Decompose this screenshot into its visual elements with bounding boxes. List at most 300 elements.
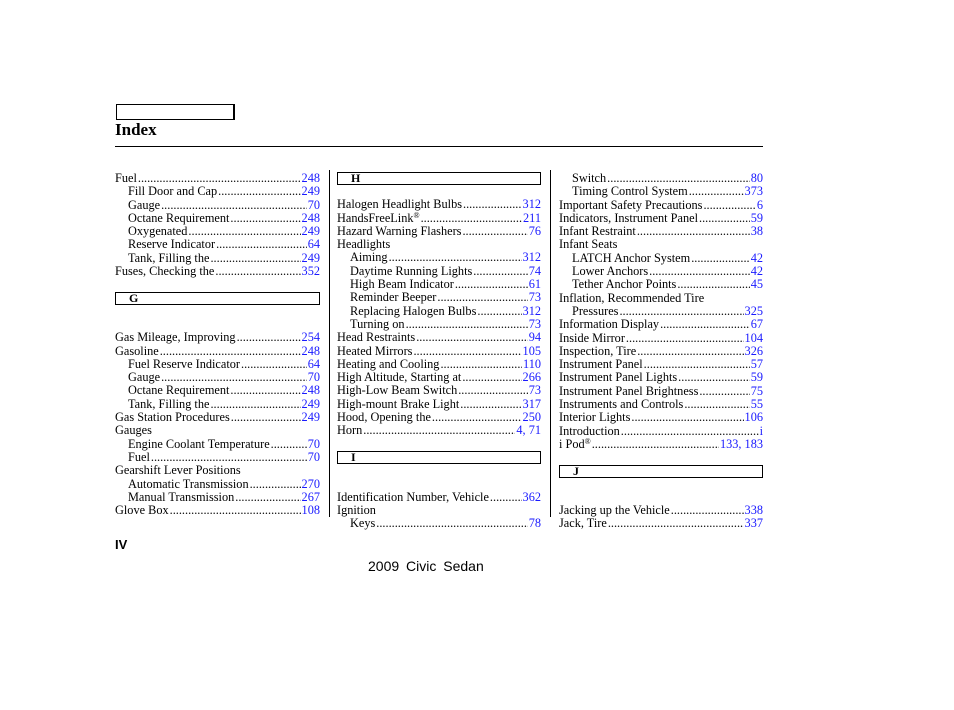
dot-leader [231,411,301,424]
entry-label-text: Reminder Beeper [350,290,437,305]
dot-leader [376,517,527,530]
entry-label-text: Gauges [115,423,152,438]
index-entry[interactable] [115,172,320,185]
entry-label [350,278,454,291]
dot-leader [678,371,750,384]
dot-leader [416,331,528,344]
dot-leader [237,331,301,344]
entry-label-text: High-Low Beam Switch [337,383,458,398]
dot-leader [161,199,307,212]
dot-leader [437,291,527,304]
section-header-g: G [115,292,320,305]
index-entry[interactable] [559,398,763,411]
page-reference-link[interactable]: 249 [301,250,320,265]
index-entry[interactable] [115,265,320,278]
index-subentry[interactable] [115,398,320,411]
entry-label [350,517,375,530]
index-entry[interactable] [559,385,763,398]
page-reference-link[interactable]: 105 [522,343,541,358]
entry-label [128,199,160,212]
page-reference-link[interactable]: 59 [750,370,763,385]
index-subentry[interactable] [559,265,763,278]
entry-label-text: Horn [337,423,363,438]
page-reference-link[interactable]: 373 [744,184,763,199]
dot-leader [626,332,744,345]
dot-leader [138,172,301,185]
entry-label-text: High-mount Brake Light [337,396,460,411]
entry-label-text: Switch [572,171,607,185]
page-reference-link[interactable]: 61 [528,277,541,292]
page-reference-link[interactable]: 70 [307,436,320,451]
entry-label-text: High Altitude, Starting at [337,370,462,385]
index-entry[interactable] [559,332,763,345]
page-reference-link[interactable]: 106 [744,410,763,425]
entry-label-text: High Beam Indicator [350,277,454,292]
page-reference-link[interactable]: 254 [301,330,320,345]
index-subentry[interactable] [115,238,320,251]
entry-label [572,305,618,318]
index-subentry[interactable] [337,278,541,291]
index-entry[interactable] [559,345,763,358]
dot-leader [188,225,300,238]
entry-label-text: Instruments and Controls [559,397,684,412]
entry-label [115,265,214,278]
page-reference-link[interactable]: 248 [301,171,320,185]
index-entry[interactable] [337,371,541,384]
index-subentry[interactable] [559,172,763,185]
entry-label-text: Gas Station Procedures [115,410,230,425]
index-subentry[interactable] [115,185,320,198]
index-entry[interactable] [115,331,320,344]
index-entry[interactable] [559,425,763,438]
entry-label-text: Aiming [350,250,388,265]
index-entry [559,238,763,251]
page-reference-link[interactable]: 325 [744,303,763,318]
entry-label [128,438,270,451]
page-reference-link[interactable]: 248 [301,383,320,398]
page-reference-link[interactable]: 75 [750,383,763,398]
section-header-i: I [337,451,541,464]
index-entry[interactable] [337,398,541,411]
entry-label [115,345,159,358]
entry-label-text: Fuel [128,449,150,464]
entry-label [128,252,209,265]
page-reference-link[interactable]: 70 [307,370,320,385]
entry-label [559,199,702,212]
page-reference-link[interactable]: 249 [301,410,320,425]
dot-leader [271,438,307,451]
index-subentry[interactable] [337,517,541,530]
entry-label [559,398,683,411]
entry-label [337,371,461,384]
index-entry[interactable] [559,212,763,225]
index-subentry[interactable] [115,212,320,225]
entry-label [559,318,659,331]
page-reference-link[interactable]: 64 [307,237,320,252]
dot-leader [699,212,750,225]
entry-label [350,265,472,278]
dot-leader [151,451,307,464]
entry-label [559,517,607,530]
entry-label [337,424,362,437]
index-entry [337,504,541,517]
index-entry[interactable] [559,225,763,238]
index-entry[interactable] [559,411,763,424]
page-reference-link[interactable]: 249 [301,184,320,199]
dot-leader [363,424,515,437]
page-reference-link[interactable]: 338 [744,503,763,518]
dot-leader [473,265,527,278]
entry-label [337,331,415,344]
page-reference-link[interactable]: 104 [744,330,763,345]
entry-label-text: Fuel [115,171,137,185]
entry-label-text: Identification Number, Vehicle [337,489,489,504]
dot-leader [631,411,743,424]
dot-leader [592,438,719,451]
page-reference-link[interactable]: 70 [307,449,320,464]
entry-label [337,345,412,358]
index-subentry[interactable] [337,318,541,331]
entry-label [337,411,431,424]
entry-label-text: Replacing Halogen Bulbs [350,303,477,318]
entry-label-text: Inflation, Recommended Tire [559,290,705,305]
dot-leader [490,491,522,504]
entry-label-text: Oxygenated [128,224,188,239]
index-entry [559,292,763,305]
index-subentry[interactable] [337,291,541,304]
entry-label-text: Gearshift Lever Positions [115,463,241,478]
entry-label [128,238,215,251]
index-subentry[interactable] [115,252,320,265]
entry-label [559,238,617,251]
dot-leader [691,252,750,265]
index-entry[interactable] [559,318,763,331]
page-reference-link[interactable]: 57 [750,357,763,372]
page-reference-link[interactable]: 6 [756,197,763,212]
index-column-1 [115,172,320,517]
index-subentry[interactable] [559,305,763,318]
entry-label [559,212,698,225]
entry-label [559,504,670,517]
page-reference-link[interactable]: 4, 71 [516,423,541,438]
page-reference-link[interactable]: 312 [522,197,541,212]
page-reference-link[interactable]: 94 [528,330,541,345]
entry-label-text: Octane Requirement [128,210,230,225]
section-spacer [559,451,763,464]
entry-label [128,371,160,384]
page-reference-link[interactable]: 249 [301,224,320,239]
entry-label-text: Instrument Panel Lights [559,370,678,385]
index-entry[interactable] [337,225,541,238]
page-reference-link[interactable]: 108 [301,503,320,518]
entry-label [337,212,420,225]
page-reference-link[interactable]: 76 [528,223,541,238]
entry-label [572,172,606,185]
page-reference-link[interactable]: 80 [750,171,763,185]
index-subentry[interactable] [337,251,541,264]
page-reference-link[interactable]: 42 [750,250,763,265]
entry-label-text: HandsFreeLink [337,210,414,225]
page-reference-link[interactable]: 55 [750,397,763,412]
dot-leader [621,425,759,438]
entry-label-text: Glove Box [115,503,169,518]
entry-label [559,332,625,345]
index-subentry[interactable] [559,185,763,198]
entry-label [337,398,459,411]
dot-leader [432,411,522,424]
page-reference-link[interactable]: 267 [301,489,320,504]
dot-leader [660,318,750,331]
entry-label-text: Heated Mirrors [337,343,413,358]
page-reference-link[interactable]: 42 [750,264,763,279]
dot-leader [607,172,750,185]
dot-leader [210,398,300,411]
entry-label-text: Ignition [337,502,376,517]
entry-label-text: Gas Mileage, Improving [115,330,236,345]
entry-label-text: Keys [350,516,376,531]
section-spacer [337,185,541,198]
entry-label-text: Automatic Transmission [128,476,249,491]
entry-label-text: Hood, Opening the [337,410,431,425]
index-entry[interactable] [115,411,320,424]
entry-label [350,291,436,304]
index-entry[interactable] [559,438,763,451]
index-entry[interactable] [337,384,541,397]
dot-leader [699,385,749,398]
entry-label-text: Hazard Warning Flashers [337,223,462,238]
entry-label-text: Daytime Running Lights [350,263,473,278]
entry-label [559,358,643,371]
index-entry[interactable] [115,345,320,358]
index-entry[interactable] [559,504,763,517]
page-reference-link[interactable]: 326 [744,343,763,358]
page-reference-link[interactable]: 59 [750,210,763,225]
dot-leader [241,358,307,371]
entry-label [115,172,137,185]
entry-label-text: Introduction [559,423,620,438]
dot-leader [689,185,744,198]
entry-label [128,185,217,198]
page-reference-link[interactable]: 38 [750,224,763,239]
entry-label-text: Fill Door and Cap [128,184,218,199]
entry-label [337,238,390,251]
section-spacer [559,478,763,505]
column-divider-2 [550,170,551,517]
dot-leader [160,345,301,358]
page-reference-link[interactable]: 270 [301,476,320,491]
entry-label [337,384,457,397]
index-entry[interactable] [559,517,763,530]
dot-leader [460,398,521,411]
dot-leader [215,265,300,278]
index-entry [115,464,320,477]
index-entry[interactable] [559,199,763,212]
entry-label [128,358,240,371]
index-subentry[interactable] [115,451,320,464]
entry-label-text: Turning on [350,316,405,331]
dot-leader [619,305,743,318]
entry-label [572,252,690,265]
dot-leader [210,252,300,265]
registered-mark: ® [413,210,420,220]
entry-label-text: Fuses, Checking the [115,264,215,279]
entry-label [115,411,230,424]
index-subentry[interactable] [115,478,320,491]
entry-label [572,265,648,278]
page-reference-link[interactable]: 312 [522,250,541,265]
dot-leader [608,517,744,530]
entry-label [115,331,236,344]
entry-label-text: Octane Requirement [128,383,230,398]
dot-leader [170,504,301,517]
page-reference-link[interactable]: 133, 183 [719,436,763,451]
index-subentry[interactable] [115,438,320,451]
dot-leader [644,358,750,371]
index-entry[interactable] [337,198,541,211]
entry-label-text: Inside Mirror [559,330,625,345]
page-reference-link[interactable]: 110 [523,356,541,371]
page-number: IV [115,537,128,552]
entry-label [128,478,249,491]
page-reference-link[interactable]: 64 [307,356,320,371]
column-divider-1 [329,170,330,517]
index-subentry[interactable] [559,278,763,291]
entry-label-text: Inspection, Tire [559,343,637,358]
entry-label [572,278,676,291]
dot-leader [406,318,528,331]
dot-leader [230,384,300,397]
entry-label [350,251,388,264]
entry-label-text: Lower Anchors [572,264,649,279]
entry-label-text: Jacking up the Vehicle [559,503,670,518]
page-reference-link[interactable]: 248 [301,210,320,225]
page-reference-link[interactable]: 352 [301,264,320,279]
page-reference-link[interactable]: 362 [522,489,541,504]
index-entry[interactable] [559,358,763,371]
index-subentry[interactable] [115,358,320,371]
entry-label-text: i Pod [559,436,585,451]
dot-leader [637,345,743,358]
entry-label-text: Instrument Panel [559,357,643,372]
entry-label-text: Jack, Tire [559,516,607,531]
entry-label-text: Reserve Indicator [128,237,216,252]
page-reference-link[interactable]: 73 [528,383,541,398]
page-reference-link[interactable]: 211 [523,210,541,225]
entry-label-text: Head Restraints [337,330,416,345]
page-title: Index [115,120,157,139]
index-entry[interactable] [559,371,763,384]
entry-label [128,212,229,225]
index-subentry[interactable] [337,265,541,278]
book-title: 2009 Civic Sedan [368,558,484,574]
page-reference-link[interactable]: 266 [522,370,541,385]
page-reference-link[interactable]: 74 [528,263,541,278]
index-subentry[interactable] [115,384,320,397]
entry-label [350,318,405,331]
entry-label-text: Infant Seats [559,237,618,252]
page-reference-link[interactable]: 248 [301,343,320,358]
entry-label [128,451,150,464]
entry-label-text: Engine Coolant Temperature [128,436,270,451]
entry-label-text: Instrument Panel Brightness [559,383,699,398]
dot-leader [703,199,755,212]
index-entry[interactable] [337,345,541,358]
entry-label [350,305,476,318]
index-entry[interactable] [337,358,541,371]
entry-label-text: Halogen Headlight Bulbs [337,197,462,212]
page-reference-link[interactable]: 73 [528,290,541,305]
page-reference-link[interactable]: 78 [528,516,541,531]
entry-label [337,358,439,371]
page-reference-link[interactable]: 70 [307,197,320,212]
index-subentry[interactable] [115,371,320,384]
index-entry[interactable] [337,491,541,504]
page-reference-link[interactable]: i [759,423,763,438]
page-reference-link[interactable]: 45 [750,277,763,292]
index-entry[interactable] [337,411,541,424]
dot-leader [477,305,521,318]
entry-label-text: Heating and Cooling [337,356,440,371]
dot-leader [389,251,522,264]
dot-leader [458,384,527,397]
page-reference-link[interactable]: 73 [528,316,541,331]
page-reference-link[interactable]: 317 [522,396,541,411]
index-subentry[interactable] [337,305,541,318]
index-entry[interactable] [337,331,541,344]
entry-label-text: Gauge [128,197,161,212]
dot-leader [455,278,528,291]
index-entry[interactable] [115,504,320,517]
dot-leader [413,345,521,358]
index-subentry[interactable] [115,491,320,504]
dot-leader [421,212,522,225]
dot-leader [671,504,744,517]
page-reference-link[interactable]: 67 [750,317,763,332]
entry-label-text: Gauge [128,370,161,385]
index-subentry[interactable] [115,199,320,212]
index-entry[interactable] [337,212,541,225]
index-subentry[interactable] [559,252,763,265]
entry-label-text: Fuel Reserve Indicator [128,356,240,371]
dot-leader [235,491,300,504]
page-reference-link[interactable]: 337 [744,516,763,531]
page-reference-link[interactable]: 250 [522,410,541,425]
entry-label [559,411,630,424]
dot-leader [161,371,307,384]
dot-leader [677,278,749,291]
dot-leader [684,398,749,411]
entry-label [115,424,152,437]
dot-leader [463,198,522,211]
dot-leader [440,358,522,371]
entry-label-text: Timing Control System [572,184,688,199]
index-column-2 [337,172,541,530]
header-tab-box [116,104,235,120]
entry-label-text: LATCH Anchor System [572,250,691,265]
entry-label-text: Tank, Filling the [128,250,210,265]
entry-label-text: Tether Anchor Points [572,277,677,292]
entry-label-text: Infant Restraint [559,224,636,239]
section-spacer [115,305,320,332]
index-subentry[interactable] [115,225,320,238]
entry-label-text: Information Display [559,317,660,332]
entry-label [128,491,234,504]
section-spacer [337,464,541,491]
entry-label [559,425,620,438]
index-entry[interactable] [337,424,541,437]
page-reference-link[interactable]: 249 [301,396,320,411]
page-reference-link[interactable]: 312 [522,303,541,318]
